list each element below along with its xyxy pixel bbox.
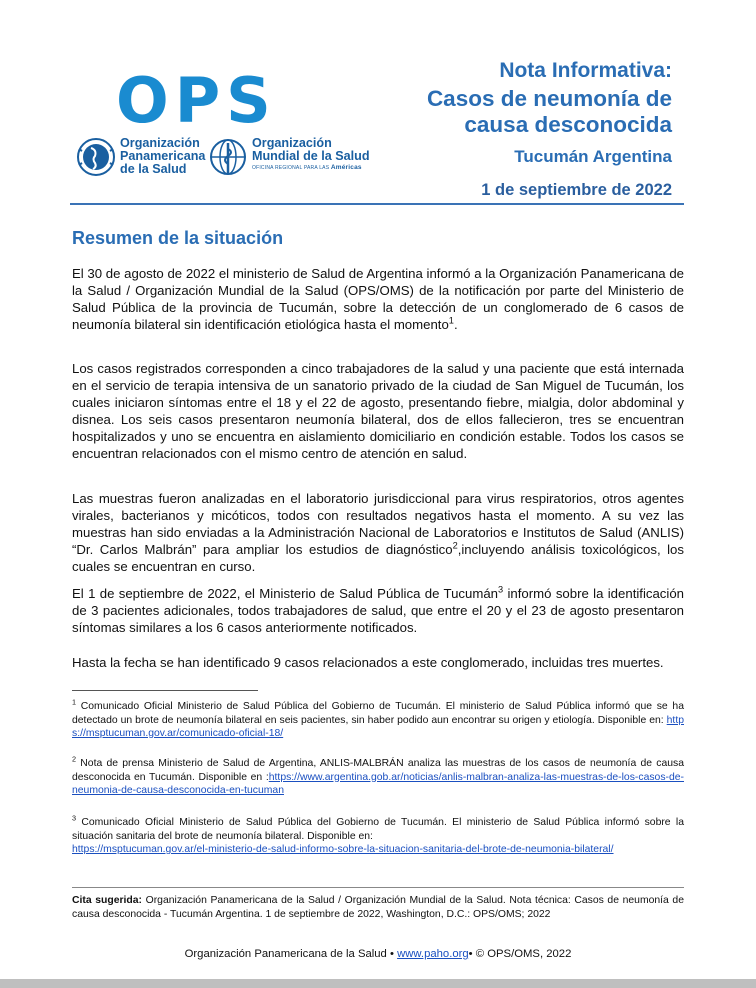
- footnote-divider: [72, 690, 258, 691]
- paragraph-3: Las muestras fueron analizadas en el laboratorio jurisdiccional para virus respiratorios, otros agentes virales, bacterianos y micóticos, todos con resultados negativos hasta el momento. A su vez las muestras han sido enviadas a la Administración Nacional de Laboratorios e Institutos de Salud (ANLIS) “Dr. Carlos Malbrán” para ampliar los estudios de diagnóstico$^2$,incluyendo análisis toxicológicos, los cuales se encuentran en curso.: [72, 491, 684, 574]
- paragraph-4: El 1 de septiembre de 2022, el Ministerio de Salud Pública de Tucumán$^3$ informó sobre la identificación de 3 pacientes adicionales, todos trabajadores de salud, que entre el 20 y el 23 de agosto presentaron síntomas similares a los 6 casos anteriormente notificados.: [72, 584, 684, 635]
- section-heading: Resumen de la situación: [72, 228, 284, 248]
- header-divider: [70, 203, 684, 205]
- who-globe-icon: [208, 137, 248, 177]
- doc-location: Tucumán Argentina: [514, 147, 672, 166]
- who-name: Organización Mundial de la Salud OFICINA REGIONAL PARA LAS Américas: [252, 136, 370, 171]
- footnote-2: $^2$ Nota de prensa Ministerio de Salud de Argentina, ANLIS-MALBRÁN analiza las muestras de los casos de neumonía de causa desconocida en Tucumán. Disponible en :https://www.argentina.gob.ar/noticias/anlis-malbran-analiza-las-muestras-de-los-casos-de-neumonia-de-causa-desconocida-en-tucuman: [72, 754, 684, 796]
- footnote-1-link[interactable]: https://msptucuman.gov.ar/comunicado-oficial-18/: [72, 714, 684, 739]
- paho-name: Organización Panamericana de la Salud: [120, 136, 206, 176]
- paragraph-5: Hasta la fecha se han identificado 9 casos relacionados a este conglomerado, incluidas tres muertes.: [72, 655, 664, 670]
- paho-globe-icon: [76, 137, 116, 177]
- doc-type-title: Nota Informativa:: [499, 59, 672, 82]
- paho-emblem: [76, 137, 205, 181]
- ops-logo: OPS: [116, 64, 277, 137]
- paho-website-link[interactable]: www.paho.org: [397, 948, 469, 960]
- doc-date: 1 de septiembre de 2022: [481, 181, 672, 199]
- bottom-bar: [0, 979, 756, 988]
- paragraph-1: El 30 de agosto de 2022 el ministerio de Salud de Argentina informó a la Organización Panamericana de la Salud / Organización Mundial de la Salud (OPS/OMS) de la notificación por parte del Ministerio de Salud Pública de la provincia de Tucumán, sobre la detección de un conglomerado de 6 casos de neumonía bilateral sin identificación etiológica hasta el momento$^1$.: [72, 266, 684, 332]
- footnote-2-link[interactable]: https://www.argentina.gob.ar/noticias/anlis-malbran-analiza-las-muestras-de-los-casos-de-neumonia-de-causa-desconocida-en-tucuman: [72, 771, 684, 796]
- page-footer: Organización Panamericana de la Salud • www.paho.org• © OPS/OMS, 2022: [184, 948, 572, 960]
- suggested-citation: Cita sugerida: Organización Panamericana de la Salud / Organización Mundial de la Salud. Nota técnica: Casos de neumonía de causa desconocida - Tucumán Argentina. 1 de septiembre de 2022, Washington, D.C.: OPS/OMS; 2022: [72, 887, 684, 921]
- who-emblem: [208, 137, 370, 181]
- doc-main-title: Casos de neumonía de causa desconocida: [426, 86, 672, 137]
- footnote-3: $^3$ Comunicado Oficial Ministerio de Salud Pública del Gobierno de Tucumán. El ministerio de Salud Pública informó sobre la situación sanitaria del brote de neumonía bilateral. Disponible en: https://msptucuman.gov.ar/el-ministerio-de-salud-informo-sobre-la-situacion-sanitaria-del-brote-de-neumonia-bilateral/: [72, 813, 684, 855]
- footnote-3-link[interactable]: https://msptucuman.gov.ar/el-ministerio-de-salud-informo-sobre-la-situacion-sanitaria-del-brote-de-neumonia-bilateral/: [72, 844, 614, 855]
- footnote-1: $^1$ Comunicado Oficial Ministerio de Salud Pública del Gobierno de Tucumán. El ministerio de Salud Pública informó que se ha detectado un brote de neumonía bilateral en seis pacientes, sin haber podido aun encontrar su origen y etiología. Disponible en: https://msptucuman.gov.ar/comunicado-oficial-18/: [72, 697, 684, 739]
- paragraph-2: Los casos registrados corresponden a cinco trabajadores de la salud y una paciente que está internada en el servicio de terapia intensiva de un sanatorio privado de la ciudad de San Miguel de Tucumán, los cuales iniciaron síntomas entre el 18 y el 22 de agosto, presentando fiebre, mialgia, dolor abdominal y disnea. Los seis casos presentaron neumonía bilateral, dos de ellos fallecieron, tres se encuentran hospitalizados y uno se encuentra en aislamiento domiciliario en condición estable. Todos los casos se encuentran relacionados con el mismo centro de atención en salud.: [72, 361, 684, 461]
